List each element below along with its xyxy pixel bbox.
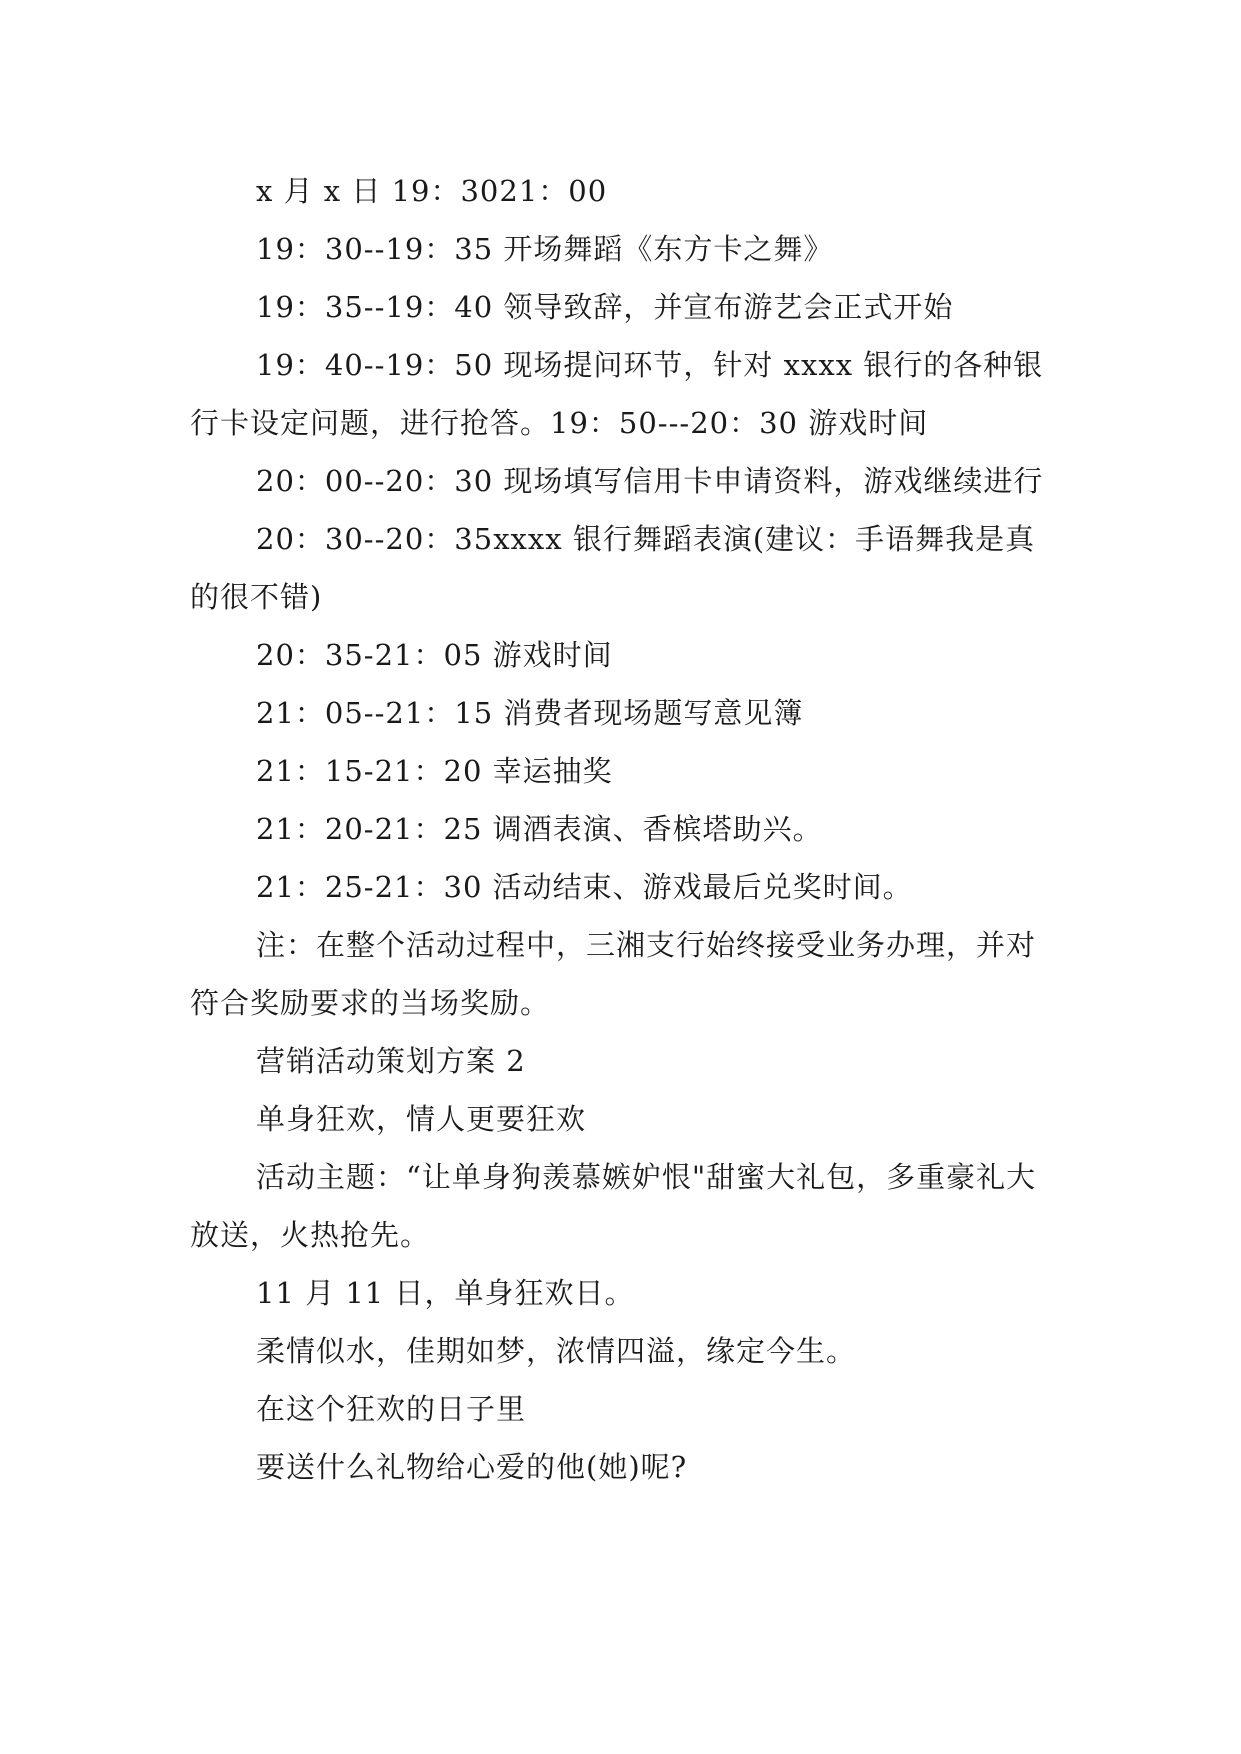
paragraph: 要送什么礼物给心爱的他(她)呢?	[256, 1450, 688, 1484]
paragraph: 21：25-21：30 活动结束、游戏最后兑奖时间。	[256, 870, 913, 904]
note-paragraph: 注：在整个活动过程中，三湘支行始终接受业务办理，并对符合奖励要求的当场奖励。	[190, 928, 1037, 1020]
paragraph: 20：30--20：35xxxx 银行舞蹈表演(建议：手语舞我是真的很不错)	[190, 522, 1036, 614]
paragraph: 11 月 11 日，单身狂欢日。	[256, 1276, 635, 1310]
paragraph: 21：20-21：25 调酒表演、香槟塔助兴。	[256, 812, 823, 846]
document-body	[190, 162, 1055, 1496]
paragraph: 20：35-21：05 游戏时间	[256, 638, 613, 672]
paragraph: 单身狂欢，情人更要狂欢	[256, 1102, 587, 1136]
paragraph: 活动主题：“让单身狗羡慕嫉妒恨"甜蜜大礼包，多重豪礼大放送，火热抢先。	[190, 1160, 1037, 1252]
paragraph: x 月 x 日 19：3021：00	[256, 174, 608, 208]
paragraph: 21：05--21：15 消费者现场题写意见簿	[256, 696, 804, 730]
section-heading: 营销活动策划方案 2	[256, 1044, 526, 1078]
paragraph: 19：30--19：35 开场舞蹈《东方卡之舞》	[256, 232, 834, 266]
paragraph: 柔情似水，佳期如梦，浓情四溢，缘定今生。	[256, 1334, 857, 1368]
paragraph: 20：00--20：30 现场填写信用卡申请资料，游戏继续进行	[256, 464, 1044, 498]
paragraph: 19：40--19：50 现场提问环节，针对 xxxx 银行的各种银行卡设定问题，进行抢答。19：50---20：30 游戏时间	[190, 348, 1044, 440]
paragraph: 21：15-21：20 幸运抽奖	[256, 754, 613, 788]
paragraph: 在这个狂欢的日子里	[256, 1392, 527, 1426]
paragraph: 19：35--19：40 领导致辞，并宣布游艺会正式开始	[256, 290, 954, 324]
